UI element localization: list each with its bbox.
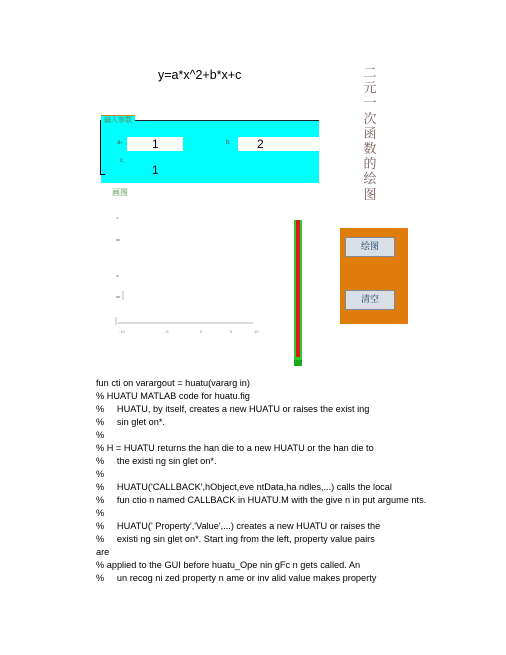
code-line: % HUATU MATLAB code for huatu.fig xyxy=(96,391,250,401)
x-tick-label: 10 xyxy=(254,329,259,334)
code-line: % fun ctio n named CALLBACK in HUATU.M with the give n in put argume nts. xyxy=(96,495,427,505)
plot-section-label: 画图 xyxy=(112,188,128,197)
slider-fill xyxy=(296,220,300,357)
plot-axes xyxy=(113,212,263,347)
x-tick-label: -5 xyxy=(165,329,169,334)
parameter-panel xyxy=(101,121,319,183)
code-line: % xyxy=(96,508,105,518)
code-line: % H = HUATU returns the han die to a new HUATU or the han die to xyxy=(96,443,374,453)
code-line: % existi ng sin glet on*. Start ing from the left, property value pairs xyxy=(96,534,375,544)
code-line: % sin glet on*. xyxy=(96,417,165,427)
panel-border-left xyxy=(100,120,101,175)
panel-title: 输入参数 xyxy=(101,115,135,126)
label-b: b xyxy=(226,139,230,146)
input-a-value: 1 xyxy=(152,137,159,151)
panel-border-stub xyxy=(100,174,105,175)
code-line: % xyxy=(96,430,105,440)
input-a[interactable] xyxy=(127,137,183,151)
button-panel xyxy=(340,228,408,324)
vertical-title: 二元一次函数的绘图 xyxy=(363,66,377,203)
code-line: % HUATU(' Property','Value',...) creates a new HUATU or raises the xyxy=(96,521,381,531)
code-listing xyxy=(96,377,496,585)
slider-knob[interactable] xyxy=(294,360,302,366)
code-line: are xyxy=(96,547,110,557)
label-a: a- xyxy=(117,139,123,146)
plot-axes-svg xyxy=(113,212,263,347)
input-b[interactable] xyxy=(238,137,319,151)
code-line: % applied to the GUI before huatu_Ope nin gFc n gets called. An xyxy=(96,560,361,570)
code-line: % un recog ni zed property n ame or inv alid value makes property xyxy=(96,573,377,583)
label-c: c xyxy=(120,157,124,164)
plot-button[interactable]: 绘图 xyxy=(345,237,395,257)
formula-title: y=a*x^2+b*x+c xyxy=(158,68,242,82)
x-tick-label: -10 xyxy=(119,329,125,334)
code-line: fun cti on varargout = huatu(vararg in) xyxy=(96,378,250,388)
clear-button[interactable]: 清空 xyxy=(345,290,395,310)
input-b-value: 2 xyxy=(257,137,264,151)
code-line: % the existi ng sin glet on*. xyxy=(96,456,217,466)
input-c-value[interactable]: 1 xyxy=(152,163,159,177)
code-line: % HUATU, by itself, creates a new HUATU or raises the exist ing xyxy=(96,404,370,414)
code-line: % HUATU('CALLBACK',hObject,eve ntData,ha ndles,...) calls the local xyxy=(96,482,392,492)
x-tick-label: 5 xyxy=(230,329,233,334)
code-line: % xyxy=(96,469,105,479)
x-tick-label: 0 xyxy=(200,329,203,334)
